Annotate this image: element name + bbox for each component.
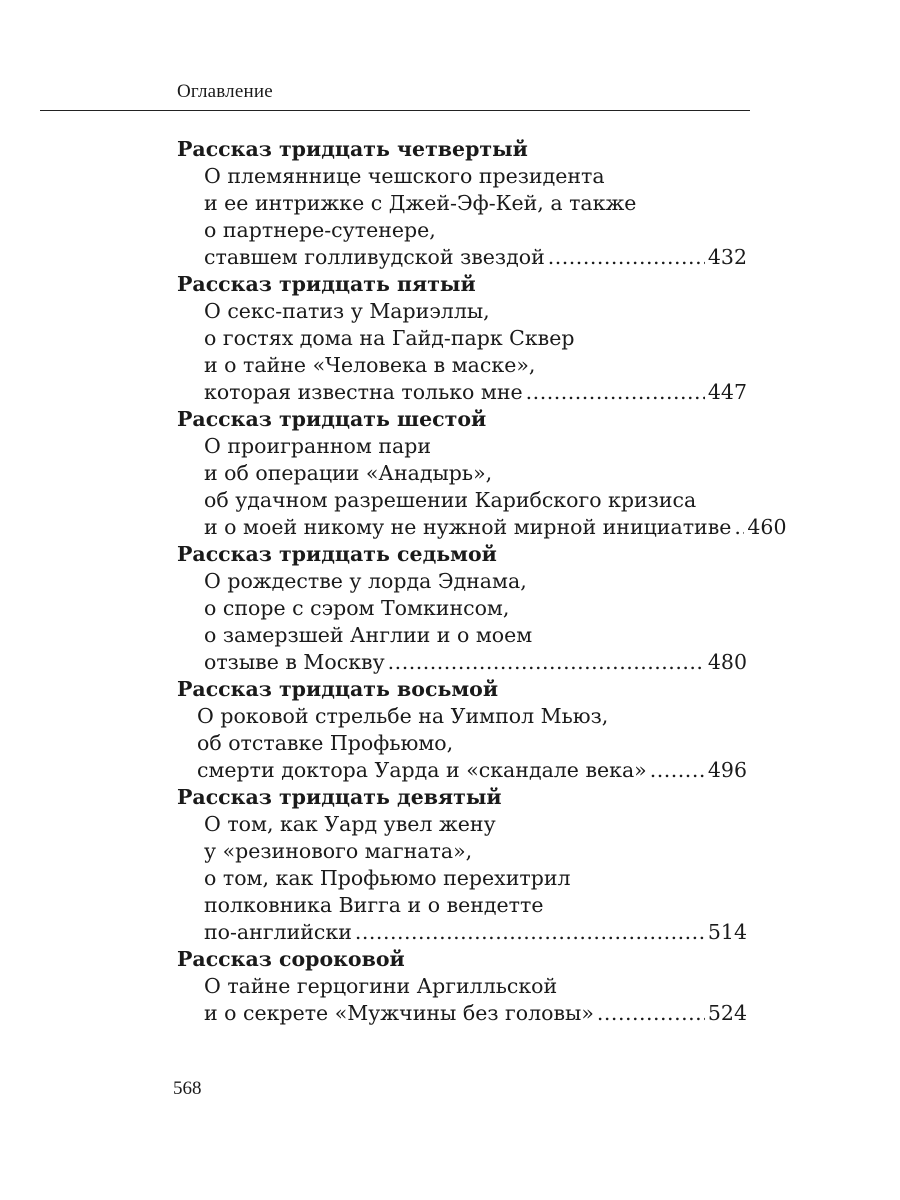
entry-title: Рассказ тридцать седьмой	[177, 542, 497, 566]
entry-line: о партнере-сутенере,	[204, 218, 436, 242]
page-number: 480	[707, 650, 747, 674]
entry-title: Рассказ тридцать шестой	[177, 407, 487, 431]
entry-line: у «резинового магната»,	[204, 839, 473, 863]
toc-entry	[177, 271, 747, 406]
page-number: 514	[707, 920, 747, 944]
entry-line: и о моей никому не нужной мирной инициативе	[204, 515, 732, 539]
toc-entry	[177, 406, 787, 541]
entry-last-line	[177, 379, 747, 406]
entry-line: О том, как Уард увел жену	[204, 812, 496, 836]
toc-entry	[177, 946, 747, 1027]
entry-line: и о секрете «Мужчины без головы»	[204, 1001, 594, 1025]
entry-line: О роковой стрельбе на Уимпол Мьюз,	[197, 704, 609, 728]
entry-line: полковника Вигга и о вендетте	[204, 893, 544, 917]
entry-line: и об операции «Анадырь»,	[204, 461, 493, 485]
page-folio: 568	[173, 1078, 202, 1099]
running-head: Оглавление	[177, 81, 273, 102]
page-number: 460	[747, 515, 787, 539]
entry-last-line	[177, 514, 787, 541]
entry-line: О тайне герцогини Аргилльской	[204, 974, 558, 998]
page-number: 432	[707, 245, 747, 269]
dot-leader	[526, 379, 705, 406]
entry-line: по-английски	[204, 920, 352, 944]
toc-entry	[177, 784, 747, 946]
page-number: 496	[707, 758, 747, 782]
dot-leader	[355, 919, 705, 946]
header-rule	[40, 110, 750, 111]
entry-line: об удачном разрешении Карибского кризиса	[204, 488, 697, 512]
entry-line: которая известна только мне	[204, 380, 523, 404]
entry-line: О племяннице чешского президента	[204, 164, 605, 188]
dot-leader	[597, 1000, 705, 1027]
page-number: 447	[707, 380, 747, 404]
entry-line: О секс-патиз у Мариэллы,	[204, 299, 490, 323]
entry-line: о замерзшей Англии и о моем	[204, 623, 533, 647]
entry-title: Рассказ тридцать восьмой	[177, 677, 499, 701]
entry-line: о гостях дома на Гайд-парк Сквер	[204, 326, 575, 350]
dot-leader	[650, 757, 705, 784]
entry-line: об отставке Профьюмо,	[197, 731, 454, 755]
entry-title: Рассказ сороковой	[177, 947, 405, 971]
dot-leader	[388, 649, 705, 676]
dot-leader	[548, 244, 705, 271]
entry-last-line	[177, 244, 747, 271]
entry-last-line	[177, 1000, 747, 1027]
entry-line: о том, как Профьюмо перехитрил	[204, 866, 571, 890]
entry-title: Рассказ тридцать четвертый	[177, 137, 528, 161]
entry-line: смерти доктора Уарда и «скандале века»	[197, 758, 647, 782]
toc-entry	[177, 541, 747, 676]
dot-leader	[734, 514, 744, 541]
entry-title: Рассказ тридцать пятый	[177, 272, 476, 296]
entry-line: и ее интрижке с Джей-Эф-Кей, а также	[204, 191, 637, 215]
toc-entry	[177, 676, 747, 784]
entry-last-line	[177, 919, 747, 946]
entry-last-line	[177, 649, 747, 676]
entry-line: ставшем голливудской звездой	[204, 245, 545, 269]
entry-line: о споре с сэром Томкинсом,	[204, 596, 510, 620]
page-number: 524	[707, 1001, 747, 1025]
entry-line: О проигранном пари	[204, 434, 432, 458]
entry-line: отзыве в Москву	[204, 650, 385, 674]
entry-title: Рассказ тридцать девятый	[177, 785, 502, 809]
toc-entry	[177, 136, 747, 271]
entry-line: и о тайне «Человека в маске»,	[204, 353, 536, 377]
table-of-contents	[177, 136, 787, 1027]
entry-line: О рождестве у лорда Эднама,	[204, 569, 527, 593]
entry-last-line	[177, 757, 747, 784]
